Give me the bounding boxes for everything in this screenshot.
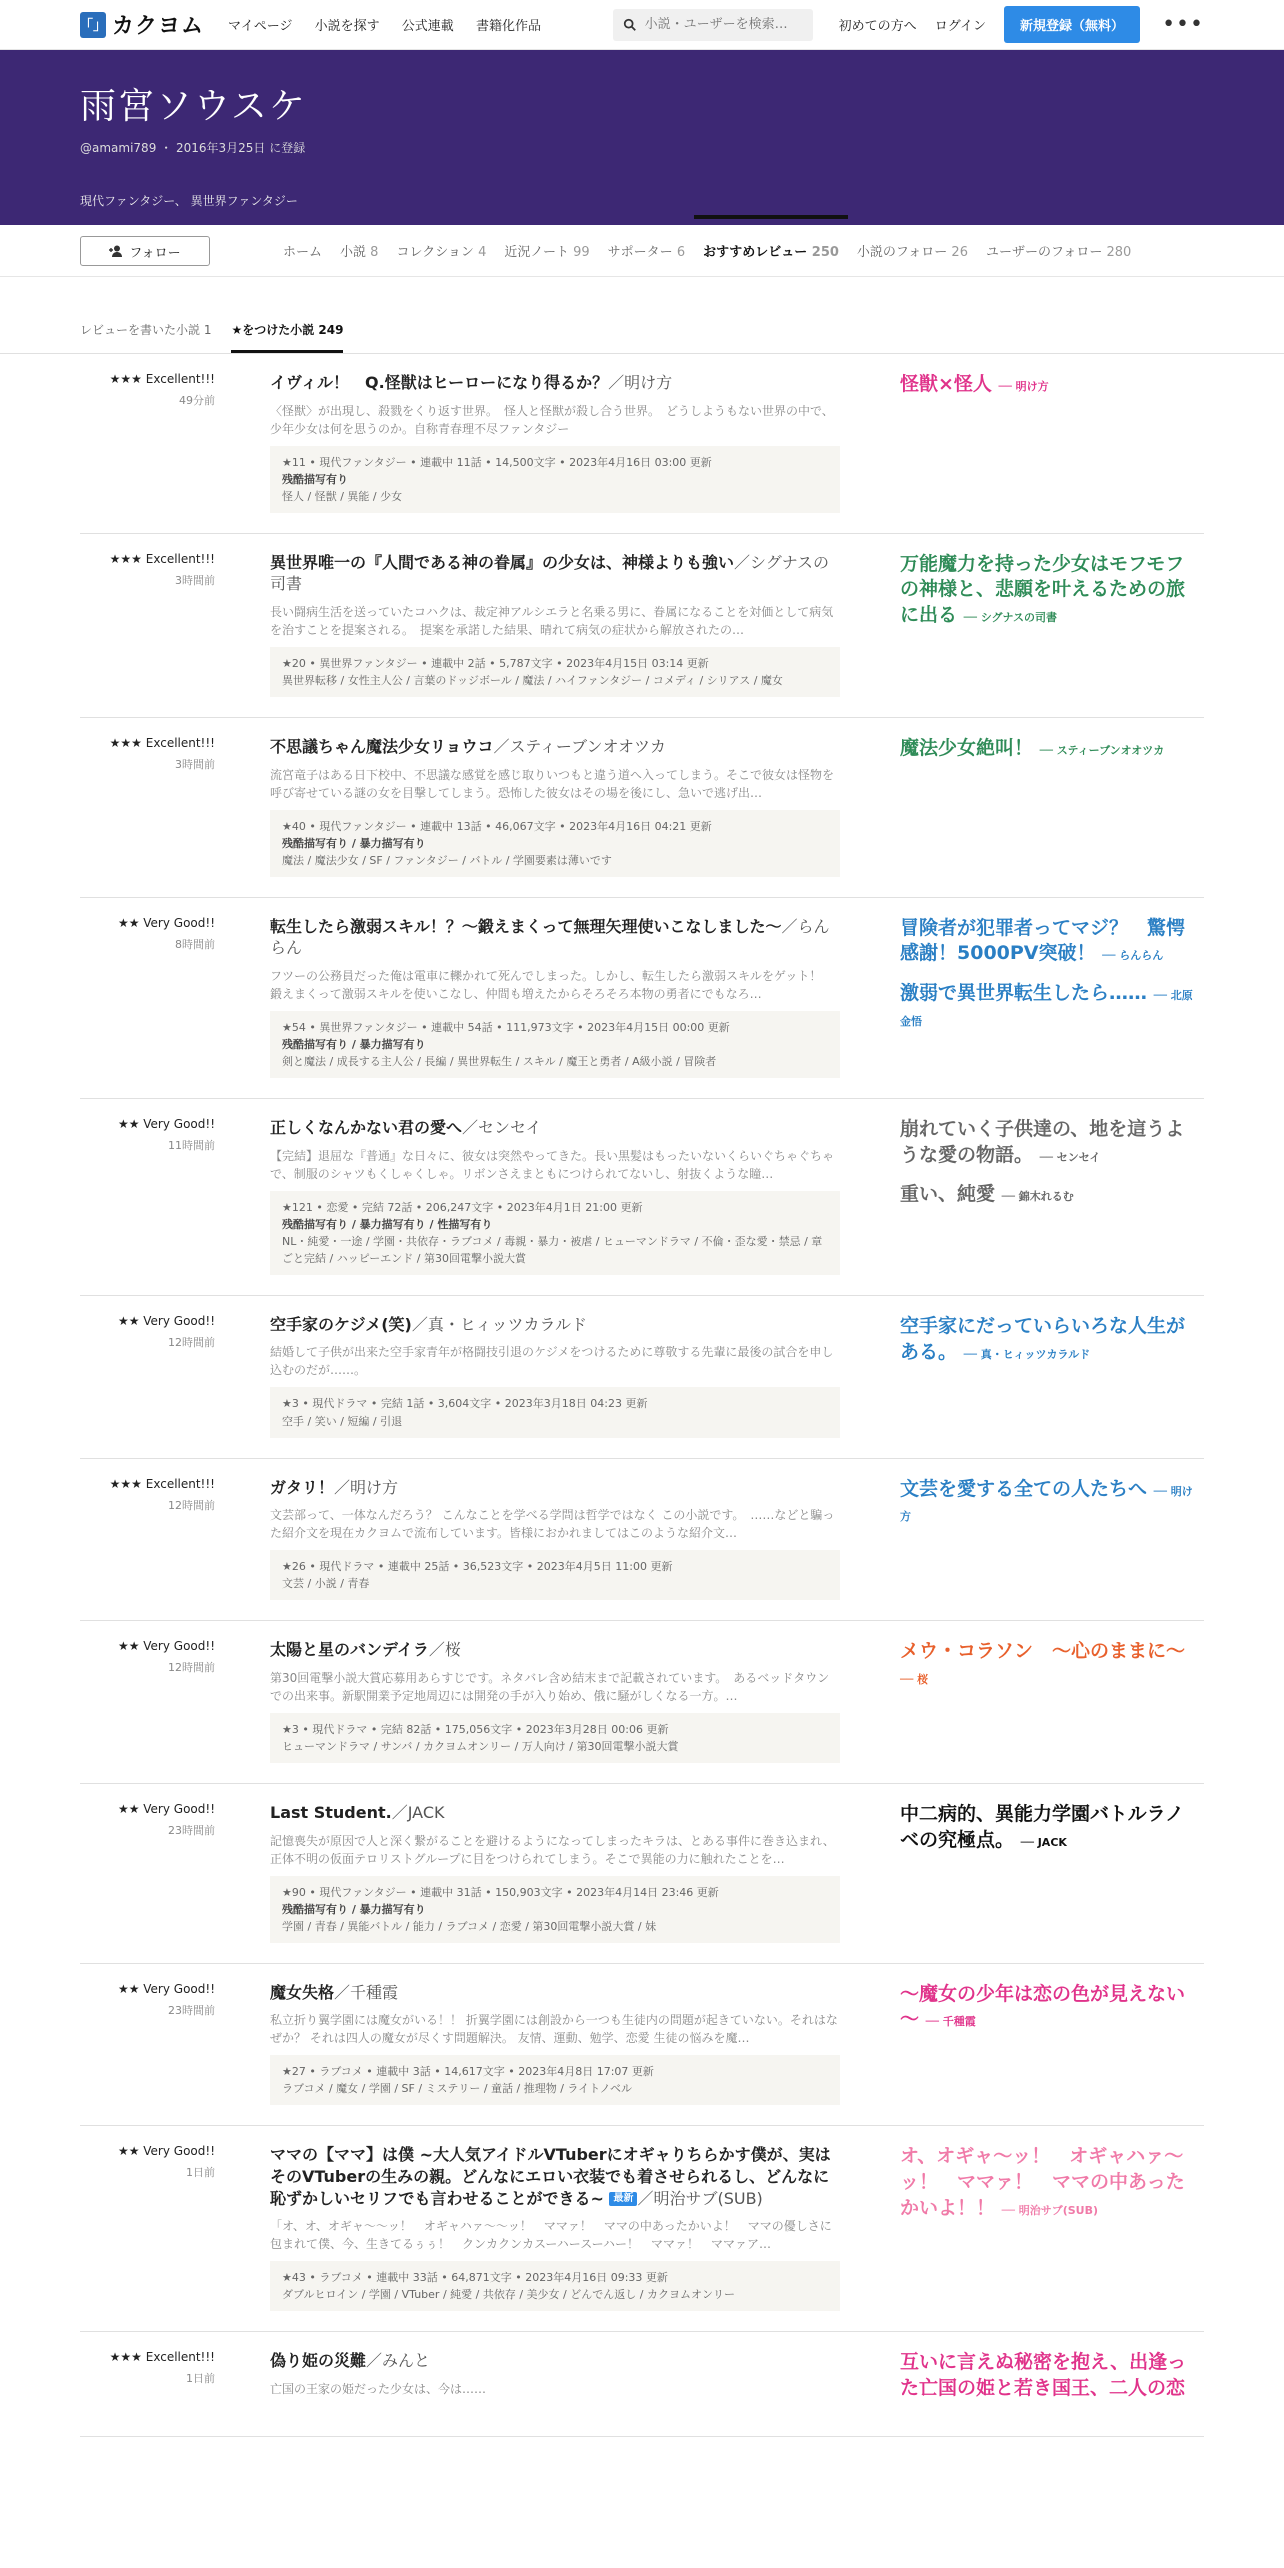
review-author: ── 明け方 [900,1484,1193,1524]
work-meta: ★54 • 異世界ファンタジー • 連載中 54話 • 111,973文字 • 2023年4月15日 00:00 更新 [282,1020,730,1034]
main-nav [228,15,559,34]
review-rating [80,1802,215,1943]
nav-books[interactable]: 書籍化作品 [475,19,541,34]
review-rating [80,1314,215,1438]
review-item [80,1296,1204,1459]
work-description: 結婚して子供が出来た空手家青年が格闘技引退のケジメをつけるために尊敬する先輩に最後の試合を申し込むのだが……。 [270,1345,834,1378]
work-tags[interactable]: 学園 / 青春 / 異能バトル / 能力 / ラブコメ / 恋愛 / 第30回電撃小説大賞 / 妹 [282,1919,657,1933]
login-link[interactable]: ログイン [934,19,987,34]
work-description: 【完結】退屈な『普通』な日々に、彼女は突然やってきた。長い黒髪はもったいないくらいぐちゃぐちゃで、制服のシャツもくしゃくしゃ。リボンさえまともにつけられてないし、射抜くような瞳… [270,1148,835,1181]
review-catches [900,2144,1200,2311]
review-time: 8時間前 [175,937,215,951]
review-catches [900,372,1200,513]
search-box[interactable] [613,9,813,41]
review-catches [900,2350,1200,2415]
review-author: ── JACK [1020,1835,1067,1849]
review-catches [900,1802,1200,1943]
work-stats [270,2261,840,2311]
work-meta: ★90 • 現代ファンタジー • 連載中 31話 • 150,903文字 • 2023年4月14日 23:46 更新 [282,1885,719,1899]
review-catchphrase[interactable] [900,1117,1200,1168]
work-description: フツーの公務員だった俺は電車に轢かれて死んでしまった。しかし、転生したら激弱スキルをゲット！ 鍛えまくって激弱スキルを使いこなし、仲間も増えたからそろそろ本物の勇者にでもなろ… [270,968,834,1001]
work-stats [270,1011,840,1078]
review-catches [900,916,1200,1078]
work-title-text[interactable]: 転生したら激弱スキル！？〜鍛えまくって無理矢理使いこなしました〜 [270,916,782,936]
catch-text: 文芸を愛する全ての人たちへ [900,1477,1148,1500]
catch-text: オ、オギャ～ッ！ オギャハァ～ッ！ ママァ！ ママの中あったかいよ！！ [900,2145,1185,2219]
catch-text: 中二病的、異能力学園バトルラノベの究極点。 [900,1802,1185,1851]
review-subtabs [0,321,1284,354]
subtab-starred[interactable]: ★をつけた小説 249 [231,321,343,353]
tab-count: 250 [811,245,839,260]
review-catchphrase[interactable] [900,552,1200,629]
review-rating [80,2144,215,2311]
work-info [270,1802,840,1943]
work-description: 第30回電撃小説大賞応募用あらすじです。ネタバレ含め結末まで記載されています。 あるベッドタウンでの出来事。新駅開業予定地周辺には開発の手が入り始め、俄に騒がしくなる一方。… [270,1670,830,1703]
review-catchphrase[interactable] [900,372,1200,398]
work-description: 流宮竜子はある日下校中、不思議な感覚を感じ取りいつもと違う道へ入ってしまう。そこで彼女は怪物を呼び寄せている謎の女を目撃してしまう。恐怖した彼女はその場を後にし、急いで逃げ出… [270,767,835,800]
work-author[interactable]: ／スティーブンオオツカ [493,737,667,757]
review-item [80,718,1204,898]
review-catches [900,1982,1200,2106]
work-author[interactable]: ／千種霞 [334,1982,399,2002]
review-time: 49分前 [179,394,215,407]
follow-label: フォロー [129,245,181,261]
work-tags[interactable]: 魔法 / 魔法少女 / SF / ファンタジー / バトル / 学園要素は薄いです [282,853,612,867]
review-time: 12時間前 [168,1661,215,1675]
tab-label: ホーム [283,245,323,260]
work-title-text[interactable]: 不思議ちゃん魔法少女リョウコ [270,737,494,757]
star-rating: ★★★ Excellent!!! [109,372,215,386]
work-title[interactable] [270,1117,840,1139]
review-catchphrase[interactable] [900,981,1200,1032]
review-time: 3時間前 [175,573,215,587]
review-rating [80,2350,215,2415]
logo-text: カクヨム [112,14,205,39]
review-author: ── らんらん [1102,949,1164,963]
work-title-text[interactable]: 太陽と星のバンデイラ [270,1640,429,1660]
catch-text: 崩れていく子供達の、地を這うような愛の物語。 [900,1118,1185,1166]
work-author[interactable]: ／真・ヒィッツカラルド [411,1314,588,1334]
work-author[interactable]: ／明治サブ(SUB) [637,2188,763,2208]
star-rating: ★★★ Excellent!!! [109,551,215,566]
work-stats [270,810,840,877]
star-rating: ★★ Very Good!! [117,1117,215,1132]
work-tags[interactable]: 異世界転移 / 女性主人公 / 言葉のドッジボール / 魔法 / ハイファンタジー / コメディ / シリアス / 魔女 [282,673,783,687]
review-author: ── 千種霞 [925,2015,976,2029]
work-author[interactable]: ／明け方 [334,1477,399,1497]
review-catchphrase[interactable] [900,1182,1200,1208]
work-tags[interactable]: 剣と魔法 / 成長する主人公 / 長編 / 異世界転生 / スキル / 魔王と勇者 / A級小説 / 冒険者 [282,1055,717,1069]
work-title-text[interactable]: 魔女失格 [270,1982,335,2002]
review-catches [900,1639,1200,1763]
work-description: 〈怪獣〉が出現し、殺戮をくり返す世界。 怪人と怪獣が殺し合う世界。 どうしようもない世界の中で、少年少女は何を思うのか。自称青春理不尽ファンタジー [270,403,834,436]
catch-text: 互いに言えぬ秘密を抱え、出逢った亡国の姫と若き国王、二人の恋 [900,2351,1187,2399]
content-warnings: 残酷描写有り / 暴力描写有り / 性描写有り [282,1217,493,1231]
follow-button[interactable] [80,236,210,266]
new-badge: 最新 [609,2192,637,2206]
tab-label: サポーター [607,245,673,260]
user-genres: 現代ファンタジー、 異世界ファンタジー [80,194,298,208]
work-info [270,1117,840,1275]
work-title[interactable] [270,916,840,959]
work-description: 私立折り翼学園には魔女がいる！！ 折翼学園には創設から一つも生徒内の問題が起きていない。それはなぜか？ それは四人の魔女が尽くす問題解決。 友情、運動、勉学、恋愛 生徒の悩みを魔… [270,2013,838,2046]
work-title[interactable] [270,1639,840,1661]
tab-label: コレクション [396,245,474,260]
work-stats [270,647,840,697]
review-time: 23時間前 [168,1823,215,1837]
review-item [80,2332,1204,2436]
work-author[interactable]: ／明け方 [608,373,673,392]
logo[interactable] [80,9,204,40]
search-input[interactable] [645,17,795,32]
review-item [80,2126,1204,2332]
work-meta: ★40 • 現代ファンタジー • 連載中 13話 • 46,067文字 • 2023年4月16日 04:21 更新 [282,819,712,833]
review-time: 12時間前 [168,1498,215,1512]
work-meta: ★121 • 恋愛 • 完結 72話 • 206,247文字 • 2023年4月1日 21:00 更新 [282,1200,643,1214]
review-catchphrase[interactable] [900,1477,1200,1528]
star-rating: ★★ Very Good!! [117,1981,215,1996]
review-time: 23時間前 [168,2003,215,2017]
tab-label: 小説 [340,245,367,260]
work-meta: ★27 • ラブコメ • 連載中 3話 • 14,617文字 • 2023年4月8日 17:07 更新 [282,2065,654,2079]
review-item [80,354,1204,534]
review-rating [80,1117,215,1275]
review-catchphrase[interactable] [900,1314,1200,1365]
work-stats [270,1876,840,1943]
work-stats [270,2055,840,2105]
work-author[interactable]: ／みんと [366,2351,431,2371]
review-time: 11時間前 [168,1139,215,1153]
review-catchphrase[interactable] [900,1982,1200,2033]
work-title-text[interactable]: イヴィル！ Q.怪獣はヒーローになり得るか？ [270,373,609,392]
work-stats [270,1713,840,1763]
tab-2[interactable] [387,241,495,276]
work-info [270,1982,840,2106]
catch-text: メウ・コラソン 〜心のままに〜 [900,1640,1186,1663]
work-title[interactable] [270,2144,840,2209]
review-time: 1日前 [186,2166,215,2180]
signup-button[interactable]: 新規登録（無料） [1004,6,1140,43]
work-description: 長い闘病生活を送っていたコハクは、裁定神アルシエラと名乗る男に、眷属になることを対価として病気を治すことを提案される。 提案を承諾した結果、晴れて病気の症状から解放されたの… [270,604,834,637]
review-catches [900,1314,1200,1438]
work-tags[interactable]: 空手 / 笑い / 短編 / 引退 [282,1414,403,1428]
work-description: 亡国の王家の姫だった少女は、今は…… [270,2381,487,2396]
nav-find-novels[interactable]: 小説を探す [314,19,380,34]
work-stats [270,1387,840,1437]
work-meta: ★3 • 現代ドラマ • 完結 1話 • 3,604文字 • 2023年3月18日 04:23 更新 [282,1397,648,1411]
search-icon [623,18,637,32]
user-meta: @amami789 ・ 2016年3月25日 に登録 [80,141,306,155]
star-rating: ★★ Very Good!! [117,915,215,930]
tab-6[interactable] [848,241,977,276]
work-stats [270,1191,840,1275]
review-author: ── センセイ [1039,1150,1101,1164]
work-tags[interactable]: ヒューマンドラマ / サンバ / カクヨムオンリー / 万人向け / 第30回電撃小説大賞 [282,1739,679,1753]
work-title[interactable] [270,736,840,758]
content-warnings: 残酷描写有り / 暴力描写有り [282,836,426,850]
review-rating [80,552,215,697]
star-rating: ★★ Very Good!! [117,1639,215,1654]
review-item [80,534,1204,718]
review-rating [80,372,215,513]
review-author: ── シグナスの司書 [963,611,1058,625]
review-catchphrase[interactable] [900,736,1200,762]
work-info [270,736,840,877]
work-title-text[interactable]: 正しくなんかない君の愛へ [270,1118,463,1138]
review-item [80,1784,1204,1964]
tab-count: 6 [676,245,686,260]
content-warnings: 残酷描写有り / 暴力描写有り [282,1902,426,1916]
star-rating: ★★★ Excellent!!! [109,736,215,751]
review-rating [80,1982,215,2106]
review-catches [900,736,1200,877]
review-time: 12時間前 [168,1335,215,1349]
work-stats [270,1550,840,1600]
work-meta: ★3 • 現代ドラマ • 完結 82話 • 175,056文字 • 2023年3月28日 00:06 更新 [282,1722,669,1736]
catch-text: 怪獣×怪人 [900,373,992,395]
review-rating [80,1477,215,1601]
more-menu-icon[interactable]: ••• [1162,12,1204,37]
work-title[interactable] [270,2350,840,2372]
work-tags[interactable]: NL・純愛・一途 / 学園・共依存・ラブコメ / 毒親・暴力・被虐 / ヒューマンドラマ / 不倫・歪な愛・禁忌 / 章ごと完結 / ハッピーエンド / 第30回電撃小説大賞 [282,1234,823,1265]
tab-1[interactable] [331,241,387,276]
review-catches [900,1477,1200,1601]
tab-count: 280 [1106,245,1132,260]
nav-official[interactable]: 公式連載 [401,19,454,34]
top-bar [0,0,1284,50]
work-title-text[interactable]: Last Student. [270,1802,392,1822]
work-info [270,916,840,1078]
work-author[interactable]: ／らんらん [270,916,830,958]
work-description: 文芸部って、一体なんだろう？ こんなことを学べる学問は哲学ではなく この小説です。 ……などと騙った紹介文を現在カクヨムで流布しています。皆様におかれましてはこのような紹介文… [270,1508,835,1541]
tab-label: ユーザーのフォロー [985,245,1103,260]
work-title[interactable] [270,1982,840,2004]
work-description: 記憶喪失が原因で人と深く繋がることを避けるようになってしまったキラは、とある事件に巻き込まれ、正体不明の仮面テロリストグループに目をつけられてしまう。そこで異能の力に触れたことを… [270,1833,835,1866]
nav-mypage[interactable]: マイページ [228,19,293,34]
review-author: ── スティーブンオオツカ [1039,744,1165,758]
star-rating: ★★★ Excellent!!! [109,1476,215,1491]
tab-count: 99 [573,245,590,260]
star-rating: ★★ Very Good!! [117,1801,215,1816]
content-warnings: 残酷描写有り / 暴力描写有り [282,1037,426,1051]
add-user-icon [109,245,123,257]
tab-5[interactable] [694,241,848,276]
tab-count: 4 [478,245,487,260]
catch-text: 激弱で異世界転生したら…… [900,982,1148,1005]
work-title-text[interactable]: ママの【ママ】は僕 ~大人気アイドルVTuberにオギャりちらかす僕が、実はそのVTuberの生みの親。どんなにエロい衣装でも着させられるし、どんなに恥ずかしいセリフでも言わせることができる~ [270,2145,831,2208]
work-author[interactable]: ／桜 [428,1640,461,1660]
work-title-text[interactable]: 偽り姫の災難 [270,2351,367,2371]
work-title[interactable] [270,1477,840,1499]
star-rating: ★★ Very Good!! [117,2144,215,2159]
review-author: ── 真・ヒィッツカラルド [963,1347,1091,1361]
work-title-text[interactable]: ガタリ！ [270,1477,335,1497]
work-author[interactable]: ／JACK [391,1802,445,1822]
review-author: ── 桜 [900,1672,929,1686]
work-title[interactable] [270,1802,840,1824]
work-info [270,2144,840,2311]
work-info [270,372,840,513]
work-title-text[interactable]: 異世界唯一の『人間である神の眷属』の少女は、神様よりも強い [270,552,735,572]
work-title[interactable] [270,552,840,595]
work-description: 「オ、オ、オギャ〜〜ッ！ オギャハァ〜〜ッ！ ママァ！ ママの中あったかいよ！ ママの優しさに包まれて僕、今、生きてるぅぅ！ クンカクンカスーハースーハー！ ママァ！ ママァア… [270,2219,832,2252]
tab-3[interactable] [495,241,598,276]
review-rating [80,736,215,877]
work-tags[interactable]: ダブルヒロイン / 学園 / VTuber / 純愛 / 共依存 / 美少女 / どんでん返し / カクヨムオンリー [282,2288,735,2302]
tab-count: 26 [951,245,968,260]
star-rating: ★★ Very Good!! [117,1313,215,1328]
review-catchphrase[interactable] [900,916,1200,967]
review-catchphrase[interactable] [900,1639,1200,1690]
catch-text: 魔法少女絶叫！ [900,737,1034,760]
review-author: ── 北原金悟 [900,989,1193,1028]
review-catches [900,552,1200,697]
profile-tabs [274,241,1140,276]
work-info [270,552,840,697]
work-tags[interactable]: 怪人 / 怪獣 / 異能 / 少女 [282,489,403,503]
work-stats [270,446,840,513]
work-meta: ★43 • ラブコメ • 連載中 33話 • 64,871文字 • 2023年4月16日 09:33 更新 [282,2271,668,2285]
catch-text: 冒険者が犯罪者ってマジ？ 驚愕感謝！5000PV突破！ [900,916,1186,965]
review-catchphrase[interactable] [900,2144,1200,2221]
work-title[interactable] [270,1314,840,1336]
work-info [270,2350,840,2415]
work-meta: ★26 • 現代ドラマ • 連載中 25話 • 36,523文字 • 2023年4月5日 11:00 更新 [282,1560,673,1574]
review-catchphrase[interactable] [900,2350,1200,2401]
work-info [270,1639,840,1763]
work-tags[interactable]: ラブコメ / 魔女 / 学園 / SF / ミステリー / 童話 / 推理物 / ライトノベル [282,2082,633,2096]
review-rating [80,1639,215,1763]
review-item [80,1621,1204,1784]
review-item [80,1964,1204,2127]
work-info [270,1477,840,1601]
review-time: 3時間前 [175,758,215,772]
first-time-link[interactable]: 初めての方へ [838,19,917,34]
profile-header [0,50,1284,225]
work-author[interactable]: ／センセイ [462,1118,542,1138]
work-author[interactable]: ／シグナスの司書 [270,552,830,594]
review-item [80,1459,1204,1622]
review-rating [80,916,215,1078]
tab-count: 8 [370,245,379,260]
tab-7[interactable] [977,241,1140,276]
profile-tabs-row [0,225,1284,277]
content-warnings: 残酷描写有り [282,472,348,486]
review-item [80,898,1204,1099]
review-catchphrase[interactable] [900,1802,1200,1853]
catch-text: 空手家にだっていらいろな人生がある。 [900,1314,1186,1363]
tab-label: 小説のフォロー [856,245,948,260]
work-info [270,1314,840,1438]
review-item [80,1099,1204,1296]
work-title-text[interactable]: 空手家のケジメ(笑) [270,1314,412,1334]
tab-4[interactable] [599,241,694,276]
review-list [0,354,1284,2437]
review-author: ── 明け方 [998,380,1049,393]
catch-text: 万能魔力を持った少女はモフモフの神様と、悲願を叶えるための旅に出る [900,552,1186,627]
review-time: 1日前 [186,2372,215,2386]
catch-text: ～魔女の少年は恋の色が見えない～ [900,1982,1186,2031]
logo-mark: 「」 [80,12,106,38]
work-title[interactable] [270,372,840,394]
review-author: ── 錦木れるむ [1001,1190,1074,1204]
work-tags[interactable]: 文芸 / 小説 / 青春 [282,1577,370,1591]
work-meta: ★20 • 異世界ファンタジー • 連載中 2話 • 5,787文字 • 2023年4月15日 03:14 更新 [282,656,709,670]
work-meta: ★11 • 現代ファンタジー • 連載中 11話 • 14,500文字 • 2023年4月16日 03:00 更新 [282,455,712,469]
star-rating: ★★★ Excellent!!! [109,2350,215,2365]
user-name: 雨宮ソウスケ [80,86,307,127]
tab-0[interactable] [274,241,331,276]
review-author: ── 明治サブ(SUB) [1001,2203,1099,2217]
tab-label: 近況ノート [504,245,569,260]
catch-text: 重い、純愛 [900,1183,996,1206]
tab-label: おすすめレビュー [703,245,808,260]
review-catches [900,1117,1200,1275]
subtab-reviewed[interactable]: レビューを書いた小説 1 [80,323,212,337]
